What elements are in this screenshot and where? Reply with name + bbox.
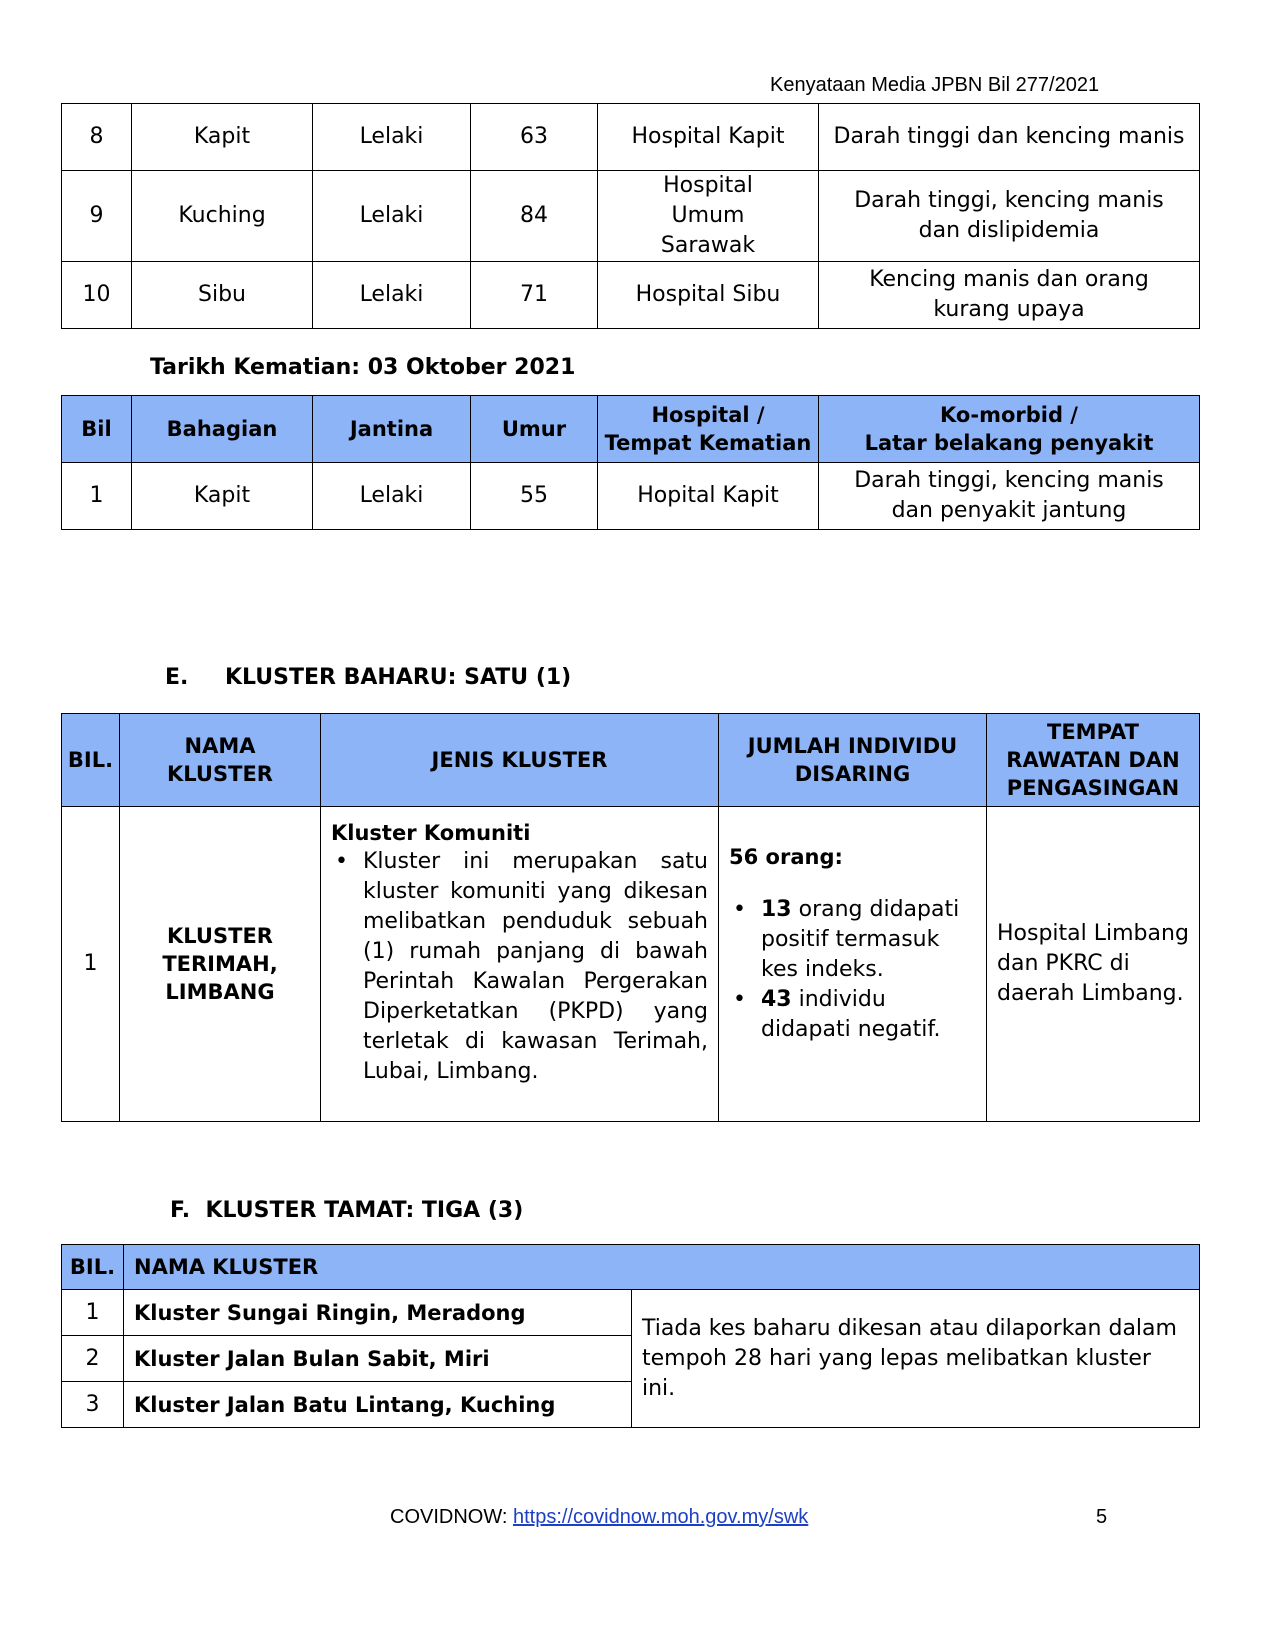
cell-bil: 1 bbox=[62, 1290, 124, 1336]
cell-jantina: Lelaki bbox=[313, 171, 471, 262]
cell-bahagian: Kapit bbox=[132, 463, 313, 530]
table-header-row bbox=[62, 1245, 1200, 1290]
new-cluster-table bbox=[61, 713, 1200, 1122]
cell-hospital: Hospital Umum Sarawak bbox=[598, 171, 819, 262]
positive-text: orang didapati positif termasuk kes indeks. bbox=[761, 897, 960, 982]
cell-komorbid: Darah tinggi dan kencing manis bbox=[819, 104, 1200, 171]
table-row bbox=[62, 807, 1200, 1122]
death-date-heading: Tarikh Kematian: 03 Oktober 2021 bbox=[150, 355, 576, 380]
cell-bahagian: Kapit bbox=[132, 104, 313, 171]
table-row bbox=[62, 262, 1200, 329]
cell-nama-kluster: Kluster Jalan Batu Lintang, Kuching bbox=[124, 1382, 632, 1428]
cell-bil: 1 bbox=[62, 807, 120, 1122]
table-row bbox=[62, 1290, 1200, 1336]
cell-hospital: Hospital Sibu bbox=[598, 262, 819, 329]
cell-hospital: Hopital Kapit bbox=[598, 463, 819, 530]
bullet-icon: • bbox=[733, 987, 746, 1012]
cell-jantina: Lelaki bbox=[313, 463, 471, 530]
footer bbox=[390, 1506, 808, 1529]
section-f-title: KLUSTER TAMAT: TIGA (3) bbox=[205, 1198, 524, 1223]
header-jantina: Jantina bbox=[313, 396, 471, 463]
cluster-description: Kluster ini merupakan satu kluster komuniti yang dikesan melibatkan penduduk sebuah (1) rumah panjang di bawah Perintah Kawalan Pergerakan Diperketatkan (PKPD) yang terletak di kawasan Terimah, Lubai, Limbang. bbox=[363, 849, 708, 1084]
cell-jumlah-individu bbox=[719, 807, 987, 1122]
cell-umur: 84 bbox=[471, 171, 598, 262]
deaths-table-continued bbox=[61, 103, 1200, 329]
header-nama-kluster: NAMA KLUSTER bbox=[124, 1245, 1200, 1290]
cell-komorbid: Kencing manis dan orang kurang upaya bbox=[819, 262, 1200, 329]
cell-bahagian: Kuching bbox=[132, 171, 313, 262]
table-row bbox=[62, 171, 1200, 262]
header-jenis-kluster: JENIS KLUSTER bbox=[321, 714, 719, 807]
deaths-table-oct3 bbox=[61, 395, 1200, 530]
cluster-description-item bbox=[331, 847, 708, 1087]
cell-umur: 55 bbox=[471, 463, 598, 530]
header-bil: BIL. bbox=[62, 1245, 124, 1290]
screened-total: 56 orang: bbox=[729, 845, 843, 869]
cell-jenis-kluster bbox=[321, 807, 719, 1122]
section-e-title: KLUSTER BAHARU: SATU (1) bbox=[225, 665, 572, 690]
cell-jantina: Lelaki bbox=[313, 104, 471, 171]
header-umur: Umur bbox=[471, 396, 598, 463]
header-komorbid-line2: Latar belakang penyakit bbox=[864, 431, 1154, 455]
cell-bil: 8 bbox=[62, 104, 132, 171]
cell-bil: 1 bbox=[62, 463, 132, 530]
section-e-heading bbox=[165, 665, 571, 690]
table-row bbox=[62, 463, 1200, 530]
footer-label: COVIDNOW: bbox=[390, 1506, 513, 1528]
cell-hospital: Hospital Kapit bbox=[598, 104, 819, 171]
negative-count: 43 bbox=[761, 987, 792, 1012]
header-komorbid bbox=[819, 396, 1200, 463]
positive-item bbox=[729, 895, 976, 985]
cell-komorbid: Darah tinggi, kencing manis dan penyakit jantung bbox=[819, 463, 1200, 530]
cell-nama-kluster: Kluster Jalan Bulan Sabit, Miri bbox=[124, 1336, 632, 1382]
negative-text: individu didapati negatif. bbox=[761, 987, 941, 1042]
bullet-icon: • bbox=[733, 897, 746, 922]
cell-bil: 10 bbox=[62, 262, 132, 329]
header-komorbid-line1: Ko-morbid / bbox=[940, 403, 1078, 427]
header-hospital-line2: Tempat Kematian bbox=[604, 431, 812, 455]
positive-count: 13 bbox=[761, 897, 792, 922]
header-nama-kluster: NAMA KLUSTER bbox=[120, 714, 321, 807]
header-bil: BIL. bbox=[62, 714, 120, 807]
table-header-row bbox=[62, 714, 1200, 807]
negative-item bbox=[729, 985, 976, 1045]
cell-bil: 2 bbox=[62, 1336, 124, 1382]
covidnow-link[interactable]: https://covidnow.moh.gov.my/swk bbox=[512, 1506, 809, 1528]
section-f-letter: F. bbox=[170, 1198, 191, 1223]
bullet-icon: • bbox=[335, 849, 348, 874]
cell-bahagian: Sibu bbox=[132, 262, 313, 329]
cell-nama-kluster: Kluster Sungai Ringin, Meradong bbox=[124, 1290, 632, 1336]
cell-note: Tiada kes baharu dikesan atau dilaporkan dalam tempoh 28 hari yang lepas melibatkan kluster ini. bbox=[632, 1290, 1200, 1428]
header-hospital-line1: Hospital / bbox=[651, 403, 765, 427]
cell-tempat-rawatan: Hospital Limbang dan PKRC di daerah Limbang. bbox=[987, 807, 1200, 1122]
header-hospital bbox=[598, 396, 819, 463]
document-reference: Kenyataan Media JPBN Bil 277/2021 bbox=[770, 74, 1100, 96]
header-tempat-rawatan: TEMPAT RAWATAN DAN PENGASINGAN bbox=[987, 714, 1200, 807]
section-e-letter: E. bbox=[165, 665, 189, 690]
cell-nama-kluster: KLUSTER TERIMAH, LIMBANG bbox=[120, 807, 321, 1122]
page-number: 5 bbox=[1096, 1506, 1108, 1528]
header-bahagian: Bahagian bbox=[132, 396, 313, 463]
cell-bil: 3 bbox=[62, 1382, 124, 1428]
header-bil: Bil bbox=[62, 396, 132, 463]
cluster-type-title: Kluster Komuniti bbox=[331, 821, 531, 845]
cell-bil: 9 bbox=[62, 171, 132, 262]
cell-umur: 71 bbox=[471, 262, 598, 329]
table-header-row bbox=[62, 396, 1200, 463]
header-jumlah-individu: JUMLAH INDIVIDU DISARING bbox=[719, 714, 987, 807]
cell-jantina: Lelaki bbox=[313, 262, 471, 329]
table-row bbox=[62, 104, 1200, 171]
cell-komorbid: Darah tinggi, kencing manis dan dislipidemia bbox=[819, 171, 1200, 262]
cell-umur: 63 bbox=[471, 104, 598, 171]
section-f-heading bbox=[170, 1198, 523, 1223]
ended-cluster-table bbox=[61, 1244, 1200, 1428]
